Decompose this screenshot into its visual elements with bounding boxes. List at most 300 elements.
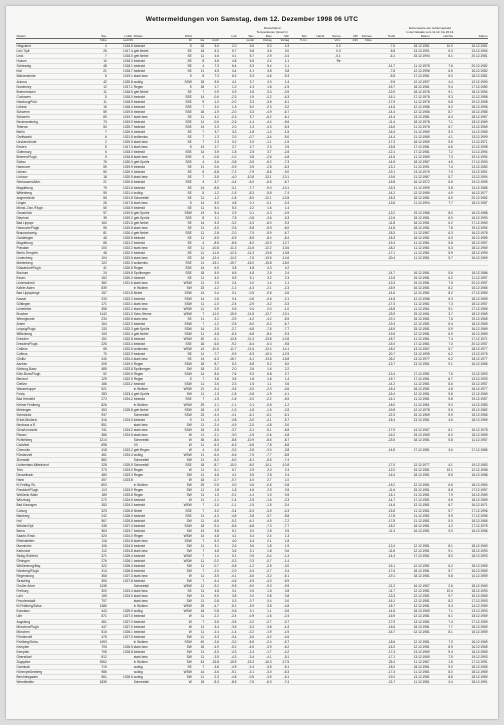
table-cell: SSE: [178, 261, 193, 266]
table-cell: 0.3: [325, 49, 341, 54]
table-cell: 0.5: [272, 493, 290, 498]
table-cell: 18.12.1969: [396, 140, 431, 145]
table-cell: 113: [87, 488, 107, 493]
table-cell: -3.4: [272, 569, 290, 574]
table-cell: -2.8: [272, 407, 290, 412]
table-cell: W: [178, 498, 193, 503]
table-cell: W: [178, 432, 193, 437]
table-cell: 5.2: [255, 362, 273, 367]
table-cell: 18.12.1969: [453, 670, 488, 675]
table-cell: SSW: [178, 296, 193, 301]
table-cell: -17.3: [372, 140, 395, 145]
extremes-header: Extremwerte der Lufttemperatur: [408, 27, 452, 30]
table-cell: bedeckt: [133, 513, 177, 518]
table-cell: -14.8: [372, 447, 395, 452]
table-cell: 12.12.1981: [396, 604, 431, 609]
table-cell: -1.5: [219, 407, 237, 412]
station-name: Erfurt-Bindersl.: [16, 417, 87, 422]
table-cell: -3.0: [219, 639, 237, 644]
table-cell: WSW: [178, 670, 193, 675]
table-cell: -0.9: [272, 210, 290, 215]
table-cell: -19.0: [372, 675, 395, 680]
table-cell: 1.0: [255, 493, 273, 498]
table-cell: 5.7: [430, 508, 453, 513]
table-cell: 9.3: [237, 372, 255, 377]
table-cell: 386: [87, 432, 107, 437]
station-name: Nürnberg/Flugh.: [16, 569, 87, 574]
table-cell: -0.1: [219, 493, 237, 498]
table-cell: 1.4: [272, 79, 290, 84]
table-cell: SE: [178, 175, 193, 180]
table-cell: 11: [192, 417, 204, 422]
table-cell: 1018.5: [107, 99, 133, 104]
station-name: Emden: [16, 145, 87, 150]
table-cell: 4.8: [430, 387, 453, 392]
station-name: Cuxhaven: [16, 94, 87, 99]
table-cell: -9.0: [237, 584, 255, 589]
table-cell: -15.9: [219, 311, 237, 316]
column-header: Sta-: [87, 35, 107, 39]
table-cell: 20.12.1981: [453, 54, 488, 59]
table-cell: 1.1: [255, 609, 273, 614]
table-cell: -11.0: [205, 311, 220, 316]
table-cell: 11: [192, 589, 204, 594]
table-cell: 11.12.1995: [396, 185, 431, 190]
table-cell: 1022.0: [107, 251, 133, 256]
table-cell: 6.3: [205, 49, 220, 54]
table-cell: -3.6: [255, 215, 273, 220]
table-cell: 7.1: [430, 119, 453, 124]
table-cell: SSE: [178, 508, 193, 513]
table-cell: -4.9: [219, 664, 237, 669]
column-header: Min: [290, 35, 308, 39]
table-cell: -2.6: [205, 639, 220, 644]
station-name: Kl.Feldberg/Schw.: [16, 604, 87, 609]
station-name: Freiburg: [16, 589, 87, 594]
table-cell: -6.6: [219, 523, 237, 528]
table-cell: 7: [192, 569, 204, 574]
table-cell: 12.12.1997: [396, 79, 431, 84]
table-cell: bedeckt: [133, 634, 177, 639]
table-cell: -17.0: [372, 463, 395, 468]
table-cell: -18.7: [372, 604, 395, 609]
table-cell: 11: [192, 649, 204, 654]
table-cell: 0.8: [272, 594, 290, 599]
table-cell: 4.8: [219, 200, 237, 205]
table-cell: SSW: [178, 382, 193, 387]
table-cell: 17.12.1991: [453, 659, 488, 664]
table-cell: 79: [87, 185, 107, 190]
table-cell: 21: [87, 69, 107, 74]
table-cell: 12.12.1998: [453, 94, 488, 99]
page-title: Wettermeldungen von Samstag, dem 12. Dezember 1998 06 UTC: [145, 16, 359, 23]
table-cell: 11.12.1978: [396, 124, 431, 129]
table-cell: 826: [87, 402, 107, 407]
table-cell: -4.8: [205, 331, 220, 336]
table-cell: -2.0: [219, 230, 237, 235]
table-cell: 16.12.1988: [453, 473, 488, 478]
table-cell: 9: [192, 99, 204, 104]
table-cell: 0.6: [272, 382, 290, 387]
table-cell: -9.5: [372, 79, 395, 84]
table-cell: 18: [192, 463, 204, 468]
table-cell: 1.1: [272, 64, 290, 69]
table-cell: SE: [178, 54, 193, 59]
station-name: Norderney: [16, 84, 87, 89]
table-cell: 6.1: [205, 468, 220, 473]
table-cell: 11.12.1969: [396, 129, 431, 134]
table-cell: -6.1: [237, 412, 255, 417]
table-cell: 11: [192, 422, 204, 427]
table-cell: 11: [192, 493, 204, 498]
table-cell: 15.12.1965: [453, 412, 488, 417]
table-cell: 497: [87, 478, 107, 483]
table-cell: 1026.1: [107, 558, 133, 563]
table-cell: 2.5: [255, 488, 273, 493]
table-cell: -9.9: [219, 352, 237, 357]
station-name: Brocken: [16, 311, 87, 316]
table-cell: 5.7: [430, 256, 453, 261]
table-cell: 18.12.1957: [453, 241, 488, 246]
table-cell: -13.1: [255, 175, 273, 180]
table-cell: -12.7: [255, 311, 273, 316]
table-cell: SE: [178, 316, 193, 321]
table-cell: 11.12.1991: [396, 165, 431, 170]
table-cell: 14: [192, 291, 204, 296]
table-cell: -3.5: [255, 664, 273, 669]
table-cell: -3.8: [205, 175, 220, 180]
table-cell: 18.12.1981: [396, 523, 431, 528]
station-name: München/Flugh.: [16, 624, 87, 629]
table-cell: -4.1: [272, 392, 290, 397]
table-cell: -8.5: [219, 680, 237, 685]
station-name: Artern: [16, 321, 87, 326]
table-cell: stark bew.: [133, 246, 177, 251]
table-cell: -12.9: [272, 352, 290, 357]
table-cell: 1493: [87, 639, 107, 644]
table-cell: Regen: [133, 84, 177, 89]
table-cell: 4.8: [205, 473, 220, 478]
table-cell: Schneefall: [133, 437, 177, 442]
table-cell: 11.12.1981: [396, 493, 431, 498]
table-cell: SSE: [178, 119, 193, 124]
table-cell: 14: [192, 185, 204, 190]
column-header: Max: [255, 35, 273, 39]
table-cell: 3.5: [255, 49, 273, 54]
table-cell: 1027.0: [107, 614, 133, 619]
table-cell: -0.9: [237, 614, 255, 619]
column-header: punkt: [237, 39, 255, 44]
station-name: Hahn: [16, 478, 87, 483]
table-cell: SSW: [178, 326, 193, 331]
table-cell: -2.0: [219, 569, 237, 574]
table-cell: 1023.9: [107, 488, 133, 493]
table-cell: 5.9: [430, 251, 453, 256]
table-cell: stark bew.: [133, 140, 177, 145]
table-cell: -9.8: [272, 341, 290, 346]
table-cell: 1.3: [205, 493, 220, 498]
table-cell: 2.4: [255, 533, 273, 538]
table-cell: -5.9: [255, 225, 273, 230]
table-cell: 1026.5: [107, 644, 133, 649]
column-header: Tiefst: [372, 35, 395, 39]
table-cell: 2.8: [255, 473, 273, 478]
table-cell: SSE: [178, 266, 193, 271]
table-cell: 1019.9: [107, 165, 133, 170]
table-cell: -5.3: [237, 190, 255, 195]
table-cell: -4.8: [219, 417, 237, 422]
table-cell: 2.5: [237, 165, 255, 170]
table-cell: -11.6: [372, 488, 395, 493]
table-cell: 1022.0: [107, 321, 133, 326]
table-cell: 11.12.1961: [396, 402, 431, 407]
table-cell: 122: [87, 261, 107, 266]
table-cell: 11.12.1969: [396, 135, 431, 140]
table-cell: -9.3: [255, 584, 273, 589]
table-cell: 1020.5: [107, 140, 133, 145]
column-header: RR: [341, 35, 358, 39]
table-body: [16, 44, 488, 685]
table-cell: 59: [87, 109, 107, 114]
table-cell: -15.0: [237, 261, 255, 266]
station-name: Schleswig: [16, 64, 87, 69]
table-cell: -0.8: [205, 155, 220, 160]
table-cell: 6.8: [237, 362, 255, 367]
table-cell: -12.1: [255, 195, 273, 200]
table-cell: -15.1: [372, 493, 395, 498]
station-name: Osnabrück: [16, 210, 87, 215]
table-cell: -14.2: [372, 190, 395, 195]
column-header: 24h: [341, 39, 358, 44]
table-cell: -13.1: [272, 175, 290, 180]
table-cell: -13.3: [372, 281, 395, 286]
table-cell: 18.12.1977: [453, 347, 488, 352]
table-cell: -8.6: [205, 437, 220, 442]
table-cell: -5.1: [272, 654, 290, 659]
table-cell: 16.12.1972: [396, 180, 431, 185]
table-cell: stark bew.: [133, 316, 177, 321]
table-cell: 189: [87, 493, 107, 498]
table-cell: 12.12.1981: [396, 392, 431, 397]
table-cell: 5.1: [237, 276, 255, 281]
table-cell: 13.12.1993: [453, 609, 488, 614]
table-cell: 5.6: [237, 59, 255, 64]
table-cell: 7.3: [430, 155, 453, 160]
table-cell: 129: [87, 377, 107, 382]
table-cell: -1.2: [205, 286, 220, 291]
table-cell: 14: [192, 528, 204, 533]
table-cell: 55: [87, 225, 107, 230]
table-cell: -2.4: [272, 614, 290, 619]
station-name: Bamberg: [16, 513, 87, 518]
table-cell: -0.8: [255, 402, 273, 407]
table-cell: 16.12.1967: [396, 584, 431, 589]
table-cell: 14.12.1969: [453, 604, 488, 609]
table-cell: 1.8: [272, 538, 290, 543]
table-cell: -14.1: [272, 347, 290, 352]
table-cell: -13.8: [255, 336, 273, 341]
table-cell: 11: [192, 675, 204, 680]
table-cell: [325, 680, 341, 685]
column-header: Vortag: [272, 39, 290, 44]
table-cell: 3.0: [237, 528, 255, 533]
table-cell: 4.3: [272, 44, 290, 49]
table-cell: 5.0: [205, 200, 220, 205]
table-cell: 1023.2: [107, 382, 133, 387]
table-cell: SE: [178, 195, 193, 200]
table-cell: -22.3: [372, 412, 395, 417]
table-cell: 16.12.1969: [453, 594, 488, 599]
table-cell: 5.8: [430, 437, 453, 442]
table-cell: 18.12.1981: [453, 74, 488, 79]
table-cell: 8: [192, 74, 204, 79]
table-cell: S: [178, 44, 193, 49]
table-cell: SSW: [178, 291, 193, 296]
table-cell: 1018.0: [107, 54, 133, 59]
table-cell: 7.3: [430, 639, 453, 644]
table-cell: SW: [178, 564, 193, 569]
table-cell: S: [178, 145, 193, 150]
table-cell: SSW: [178, 412, 193, 417]
table-cell: -14.6: [372, 155, 395, 160]
station-name: Kl.Feldbg./Ts.: [16, 483, 87, 488]
table-cell: stark bew.: [133, 145, 177, 150]
table-cell: stark bew.: [133, 357, 177, 362]
table-cell: 1.3: [205, 135, 220, 140]
table-cell: SW: [178, 649, 193, 654]
table-cell: -5.8: [272, 513, 290, 518]
table-cell: bedeckt: [133, 579, 177, 584]
table-cell: gefr.Nebel: [133, 407, 177, 412]
table-cell: 2.4: [272, 468, 290, 473]
table-cell: SE: [178, 49, 193, 54]
station-name: Hohenpeißenberg: [16, 670, 87, 675]
station-name: Karlsruhe: [16, 548, 87, 553]
table-cell: -2.6: [219, 225, 237, 230]
table-cell: -10.8: [272, 463, 290, 468]
table-cell: wolkig: [133, 675, 177, 680]
table-cell: stark bew.: [133, 155, 177, 160]
table-cell: 382: [87, 281, 107, 286]
table-cell: -5.8: [372, 74, 395, 79]
table-cell: 7: [192, 135, 204, 140]
table-cell: 1019.4: [107, 362, 133, 367]
table-cell: 5.8: [430, 392, 453, 397]
table-cell: -6.3: [205, 442, 220, 447]
table-cell: 26: [87, 200, 107, 205]
table-cell: 5.7: [237, 54, 255, 59]
table-cell: 240: [87, 357, 107, 362]
table-cell: 19.12.1994: [453, 155, 488, 160]
table-cell: 9.4: [430, 649, 453, 654]
table-cell: 1023.8: [107, 478, 133, 483]
table-cell: 13.12.1993: [453, 372, 488, 377]
table-cell: 16.12.1969: [453, 331, 488, 336]
table-cell: -2.4: [237, 664, 255, 669]
table-cell: 7.7: [430, 624, 453, 629]
table-cell: 9.0: [430, 664, 453, 669]
table-cell: 356: [87, 306, 107, 311]
table-cell: 18.12.1967: [453, 114, 488, 119]
table-cell: -8.4: [272, 235, 290, 240]
table-cell: -6.1: [272, 99, 290, 104]
table-cell: 16.12.1988: [453, 210, 488, 215]
table-cell: 6.7: [430, 124, 453, 129]
table-cell: 1020.5: [107, 175, 133, 180]
table-cell: -11.3: [219, 246, 237, 251]
table-cell: 1022.9: [107, 352, 133, 357]
table-cell: -0.8: [219, 564, 237, 569]
table-cell: -6.2: [255, 114, 273, 119]
table-cell: -2.0: [205, 569, 220, 574]
table-cell: -4.5: [219, 579, 237, 584]
table-cell: 9.1: [430, 362, 453, 367]
table-cell: bedeckt: [133, 119, 177, 124]
table-cell: 11: [192, 599, 204, 604]
table-cell: 422: [87, 564, 107, 569]
table-cell: -20.4: [372, 256, 395, 261]
table-cell: -7.4: [272, 680, 290, 685]
table-cell: 14: [192, 220, 204, 225]
table-cell: bedeckt: [133, 352, 177, 357]
table-cell: 6.0: [272, 362, 290, 367]
table-cell: 276: [87, 558, 107, 563]
table-cell: -10.0: [255, 352, 273, 357]
temp-sub-header: Temperaturen (Grad C): [256, 30, 288, 34]
table-cell: 476: [87, 634, 107, 639]
table-cell: 16.12.1981: [396, 528, 431, 533]
table-cell: -2.2: [237, 619, 255, 624]
table-cell: 13.12.1981: [396, 619, 431, 624]
table-cell: 17.12.1993: [453, 160, 488, 165]
table-cell: -9.9: [272, 584, 290, 589]
table-cell: 1024.4: [107, 357, 133, 362]
table-cell: 18.12.1981: [396, 387, 431, 392]
table-cell: 1020.8: [107, 235, 133, 240]
table-cell: 17.12.1993: [453, 599, 488, 604]
table-cell: -12.6: [372, 276, 395, 281]
table-cell: -8.5: [205, 241, 220, 246]
table-cell: -17.8: [372, 518, 395, 523]
table-cell: -0.6: [205, 119, 220, 124]
table-cell: 19.12.1965: [453, 316, 488, 321]
table-cell: 6.1: [430, 614, 453, 619]
table-cell: 17.12.1981: [396, 498, 431, 503]
table-cell: -6.3: [255, 680, 273, 685]
table-cell: Schneefall: [133, 458, 177, 463]
station-name: Diepholz: [16, 215, 87, 220]
table-cell: -2.4: [205, 422, 220, 427]
table-cell: 2: [87, 140, 107, 145]
table-cell: 839: [87, 286, 107, 291]
table-cell: 104: [87, 256, 107, 261]
table-cell: 17.12.1978: [396, 94, 431, 99]
table-cell: 11: [192, 165, 204, 170]
table-cell: -5.1: [219, 670, 237, 675]
table-cell: -3.4: [255, 135, 273, 140]
table-cell: -7.7: [237, 185, 255, 190]
table-cell: -6.3: [272, 165, 290, 170]
table-cell: 17.12.1975: [453, 523, 488, 528]
table-cell: -13.6: [255, 256, 273, 261]
table-cell: 6.2: [430, 276, 453, 281]
table-cell: bedeckt: [133, 185, 177, 190]
table-cell: -2.7: [255, 569, 273, 574]
table-cell: 7.5: [219, 215, 237, 220]
station-name: Arkona: [16, 79, 87, 84]
table-cell: 112: [87, 548, 107, 553]
table-cell: -15.8: [372, 508, 395, 513]
